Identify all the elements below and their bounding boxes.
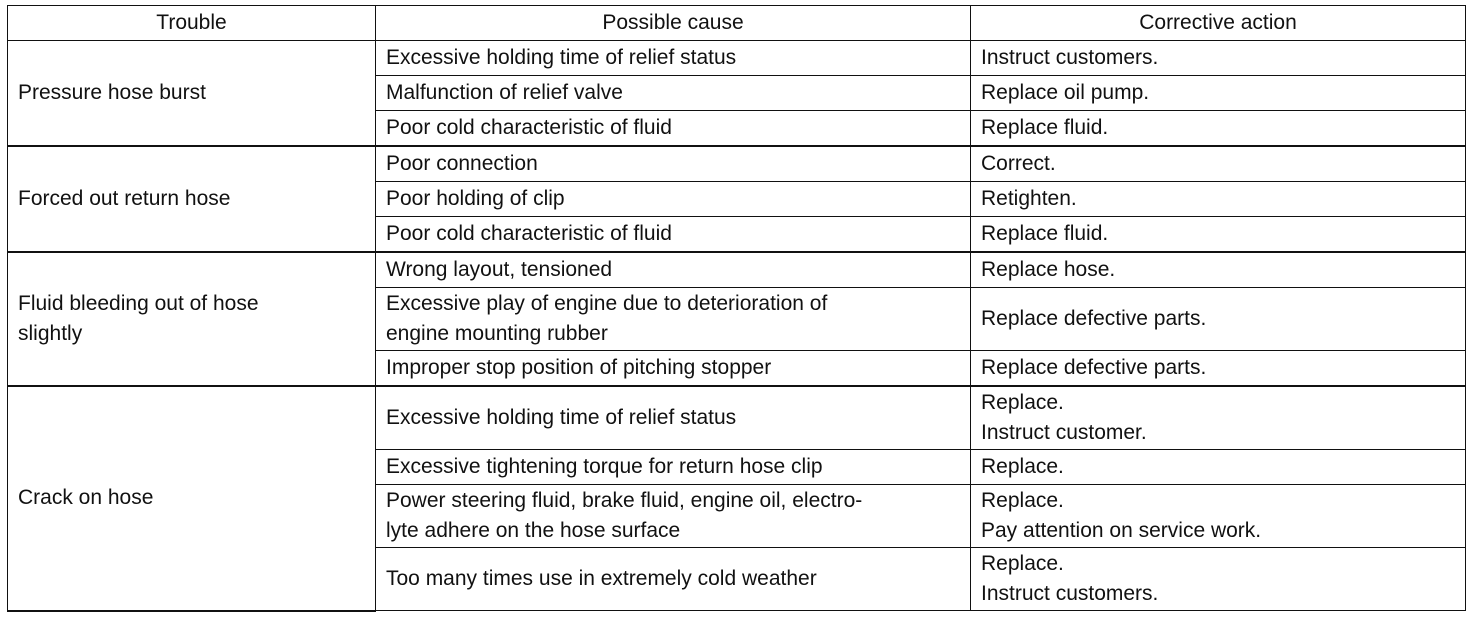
cause-cell: Poor holding of clip	[376, 182, 971, 217]
header-corrective-action: Corrective action	[971, 6, 1466, 41]
action-cell: Replace fluid.	[971, 111, 1466, 147]
header-row	[8, 6, 1466, 41]
troubleshooting-table	[7, 5, 1466, 612]
cause-line: lyte adhere on the hose surface	[386, 519, 681, 542]
cause-line: Excessive play of engine due to deterioration of	[386, 292, 828, 315]
cause-cell: Too many times use in extremely cold weather	[376, 548, 971, 611]
action-cell: Replace.	[971, 450, 1466, 485]
action-cell	[971, 548, 1466, 611]
table-row	[8, 146, 1466, 182]
trouble-cell	[8, 252, 376, 386]
cause-cell	[376, 485, 971, 548]
action-line: Pay attention on service work.	[981, 519, 1262, 542]
cause-line: engine mounting rubber	[386, 322, 608, 345]
action-cell: Correct.	[971, 146, 1466, 182]
action-line: Replace.	[981, 552, 1064, 575]
action-cell: Retighten.	[971, 182, 1466, 217]
action-cell: Replace hose.	[971, 252, 1466, 288]
cause-cell: Excessive tightening torque for return hose clip	[376, 450, 971, 485]
action-cell: Replace fluid.	[971, 217, 1466, 253]
trouble-cell: Forced out return hose	[8, 146, 376, 252]
action-line: Instruct customers.	[981, 582, 1159, 605]
cause-cell: Improper stop position of pitching stopper	[376, 351, 971, 387]
trouble-cell: Crack on hose	[8, 386, 376, 611]
trouble-cell: Pressure hose burst	[8, 41, 376, 147]
header-possible-cause: Possible cause	[376, 6, 971, 41]
cause-cell: Excessive holding time of relief status	[376, 41, 971, 76]
trouble-line: slightly	[18, 322, 83, 345]
action-cell	[971, 485, 1466, 548]
cause-cell: Wrong layout, tensioned	[376, 252, 971, 288]
table-row	[8, 252, 1466, 288]
action-cell: Replace oil pump.	[971, 76, 1466, 111]
action-cell: Replace defective parts.	[971, 351, 1466, 387]
action-line: Replace.	[981, 391, 1064, 414]
cause-line: Power steering fluid, brake fluid, engine oil, electro-	[386, 489, 863, 512]
cause-cell: Poor connection	[376, 146, 971, 182]
header-trouble: Trouble	[8, 6, 376, 41]
cause-cell: Poor cold characteristic of fluid	[376, 111, 971, 147]
cause-cell: Poor cold characteristic of fluid	[376, 217, 971, 253]
cause-cell: Malfunction of relief valve	[376, 76, 971, 111]
action-line: Instruct customer.	[981, 421, 1147, 444]
trouble-line: Fluid bleeding out of hose	[18, 292, 259, 315]
table-row	[8, 41, 1466, 76]
table-row	[8, 386, 1466, 450]
cause-cell: Excessive holding time of relief status	[376, 386, 971, 450]
cause-cell	[376, 288, 971, 351]
action-cell: Instruct customers.	[971, 41, 1466, 76]
action-cell: Replace defective parts.	[971, 288, 1466, 351]
action-cell	[971, 386, 1466, 450]
action-line: Replace.	[981, 489, 1064, 512]
